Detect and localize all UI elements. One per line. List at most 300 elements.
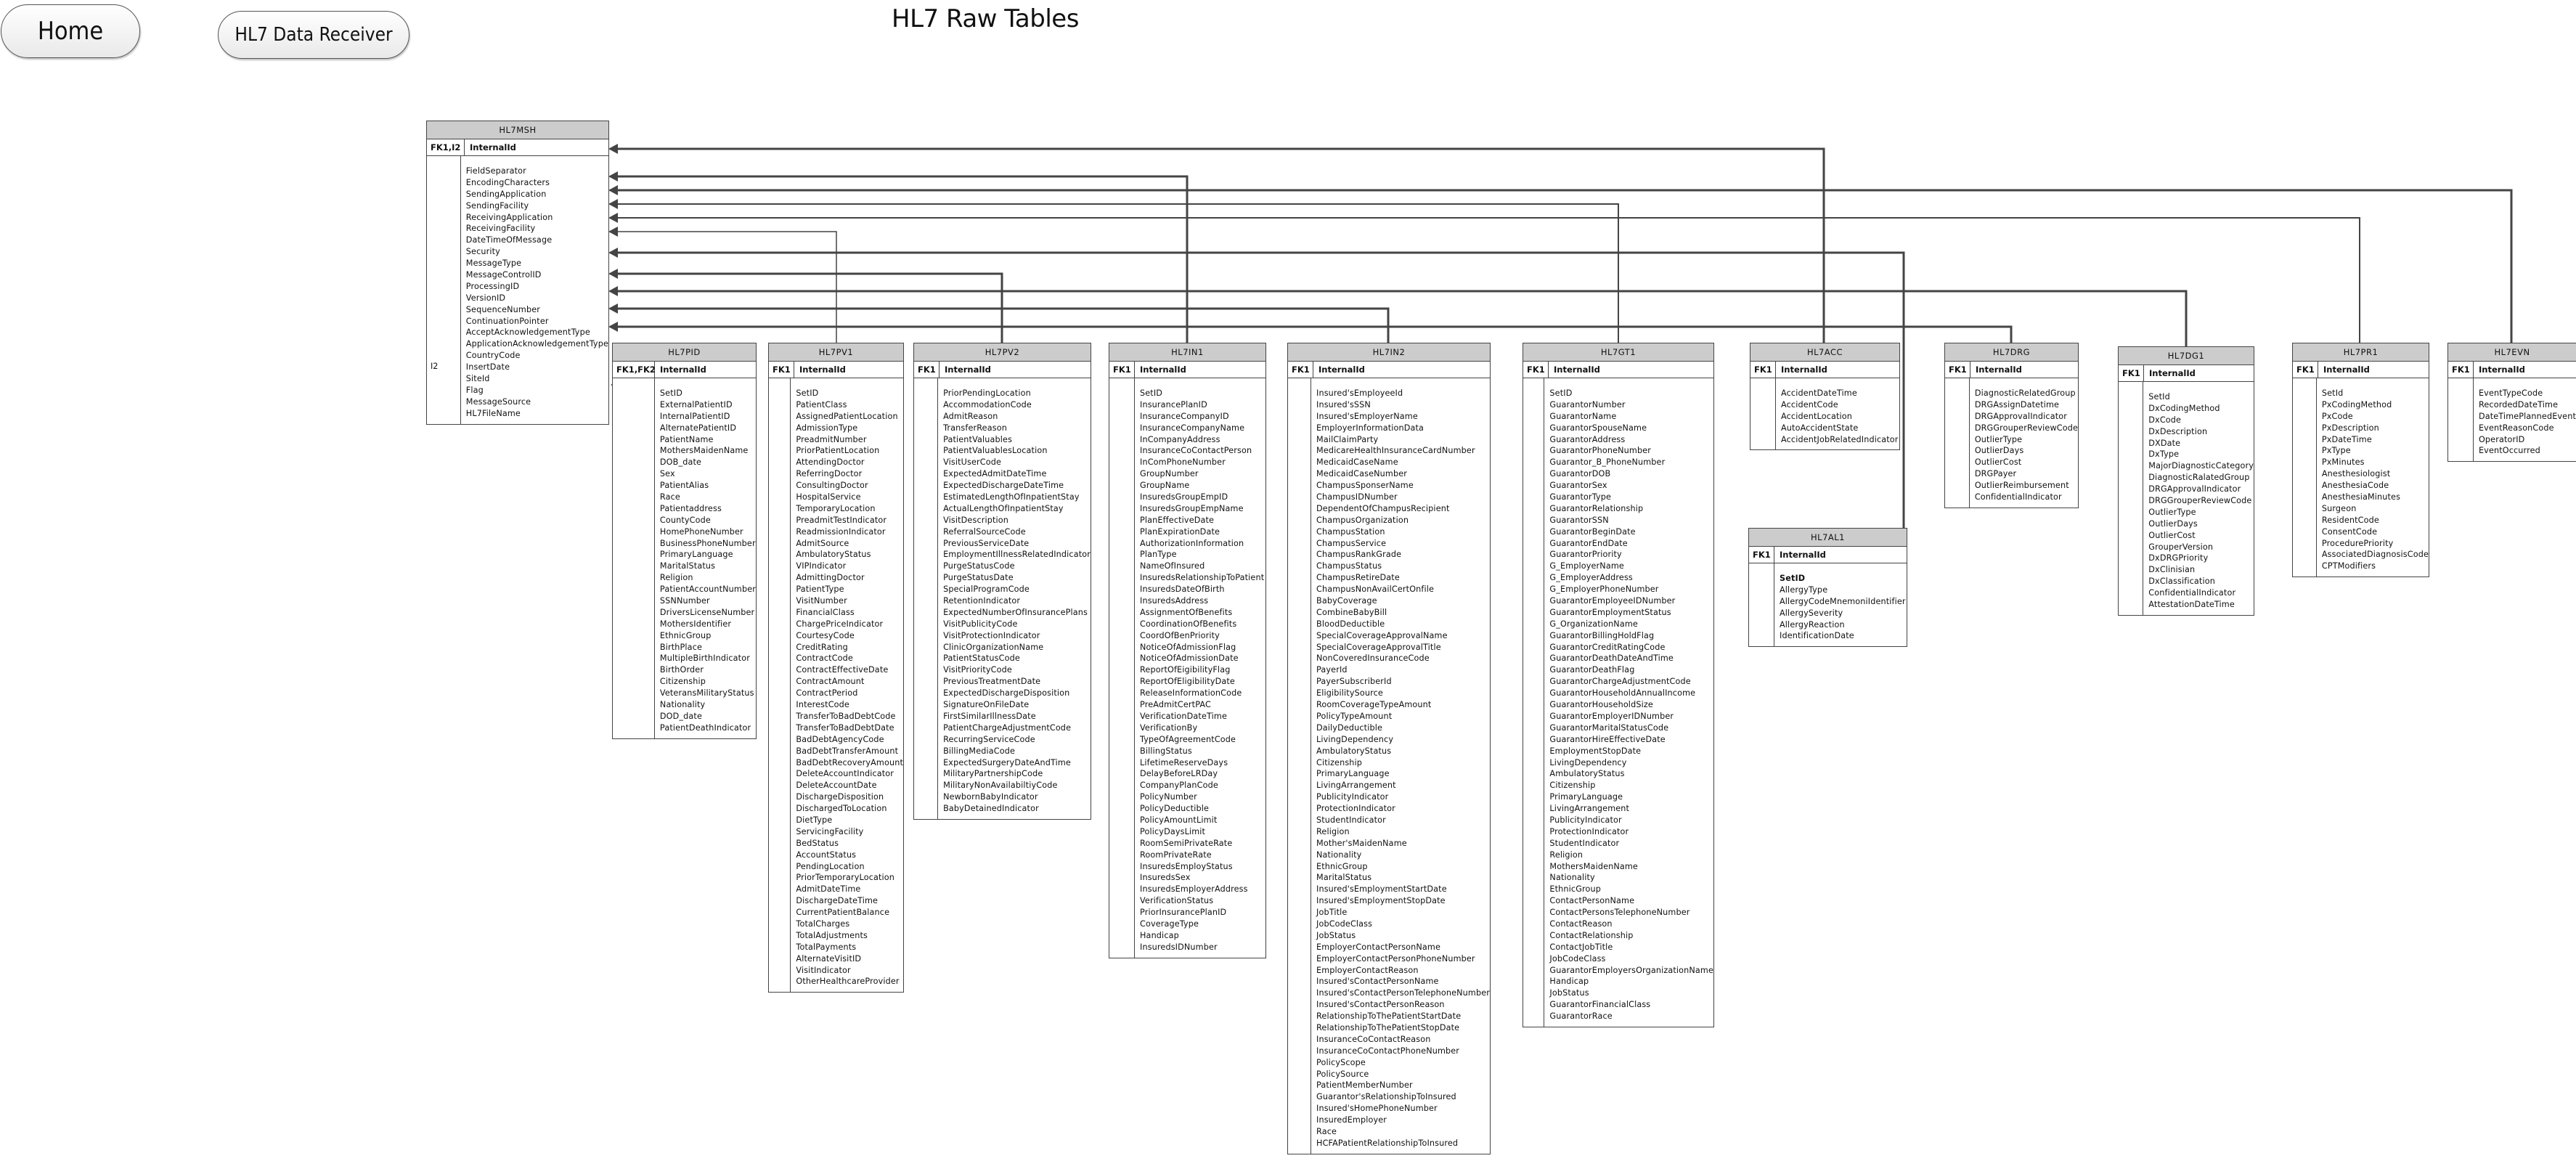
column-field: SetId xyxy=(2321,388,2344,398)
column-field: ReceivingFacility xyxy=(465,224,536,234)
column-field: OtherHealthcareProvider xyxy=(796,977,900,987)
column-field: GuarantorPriority xyxy=(1549,550,1622,560)
primary-key-name: InternalId xyxy=(945,364,991,375)
column-field: NewbornBabyIndicator xyxy=(943,792,1038,802)
key-annotation: FK1 xyxy=(1288,362,1313,378)
column-field: AccidentCode xyxy=(1781,399,1838,410)
column-field: AttestationDateTime xyxy=(2148,600,2235,610)
column-field: Citizenship xyxy=(1549,781,1596,791)
column-field: GuarantorType xyxy=(1549,492,1612,502)
column-field: HomePhoneNumber xyxy=(659,526,743,537)
column-field: G_EmployerName xyxy=(1549,561,1624,571)
column-field: LivingArrangement xyxy=(1549,804,1630,814)
table-title: HL7DRG xyxy=(1945,343,2078,362)
column-field: ReceivingApplication xyxy=(465,212,553,222)
column-field: ResidentCode xyxy=(2321,515,2379,525)
column-field: MedicaidCaseName xyxy=(1316,457,1398,468)
column-field: MaritalStatus xyxy=(659,561,716,571)
column-field: ReferralSourceCode xyxy=(943,526,1026,537)
column-field: StudentIndicator xyxy=(1549,838,1620,848)
column-field: ReportOfEigibilityFlag xyxy=(1140,665,1231,675)
column-field: Patientaddress xyxy=(659,503,722,513)
column-field: G_OrganizationName xyxy=(1549,619,1638,629)
key-annotation: FK1,FK2 xyxy=(613,362,655,378)
key-column xyxy=(2293,378,2317,577)
arrowhead-icon xyxy=(608,248,618,258)
column-field: AuthorizationInformation xyxy=(1140,538,1244,548)
column-field: ChampusOrganization xyxy=(1316,515,1409,525)
column-field: DRGApprovalIndicator xyxy=(1974,411,2067,421)
column-field: AdmissionType xyxy=(796,423,858,433)
table-drg[interactable] xyxy=(1944,343,2079,508)
column-field: ChampusStation xyxy=(1316,526,1385,537)
table-in1[interactable] xyxy=(1109,343,1266,958)
hl7-data-receiver-button[interactable]: HL7 Data Receiver xyxy=(218,11,409,59)
column-field: MothersIdentifier xyxy=(659,619,732,629)
column-field: PatientName xyxy=(659,434,714,444)
column-field: ContactPersonsTelephoneNumber xyxy=(1549,908,1690,918)
column-field: EmployerContactPersonPhoneNumber xyxy=(1316,953,1475,964)
column-field: HCFAPatientRelationshipToInsured xyxy=(1316,1138,1459,1148)
column-field: ExternalPatientID xyxy=(659,399,733,410)
table-msh[interactable] xyxy=(426,121,609,425)
column-field: PurgeStatusDate xyxy=(943,573,1014,583)
column-field: InsuranceCoContactPhoneNumber xyxy=(1316,1046,1460,1056)
column-field: GuarantorEmployeeIDNumber xyxy=(1549,596,1676,606)
column-field: PxCodingMethod xyxy=(2321,399,2392,410)
column-field: PreadmitNumber xyxy=(796,434,867,444)
column-field: FirstSimilarIllnessDate xyxy=(943,711,1036,721)
primary-key-name: InternalId xyxy=(1976,364,2022,375)
column-field: DRGPayer xyxy=(1974,469,2017,479)
column-field: AmbulatoryStatus xyxy=(1549,769,1625,779)
index-tag: I2 xyxy=(431,362,439,372)
column-field: VisitNumber xyxy=(796,596,847,606)
column-list xyxy=(1311,378,1490,1154)
column-field: PatientType xyxy=(796,584,844,595)
column-field: BadDebtRecoveryAmount xyxy=(796,757,903,767)
primary-key-row xyxy=(1109,362,1265,378)
column-field: DeleteAccountDate xyxy=(796,781,877,791)
column-field: DRGApprovalIndicator xyxy=(2148,484,2241,494)
column-field: PxDateTime xyxy=(2321,434,2372,444)
column-field: Flag xyxy=(465,385,484,395)
table-title: HL7ACC xyxy=(1750,343,1899,362)
column-field: GuarantorEndDate xyxy=(1549,538,1628,548)
column-field: InsuranceCoContactPerson xyxy=(1140,446,1252,456)
column-field: JobStatus xyxy=(1316,930,1356,940)
column-field: MajorDiagnosticCategory xyxy=(2148,461,2254,471)
primary-key-row xyxy=(613,362,756,378)
column-field: AssignedPatientLocation xyxy=(796,411,898,421)
table-in2[interactable] xyxy=(1287,343,1491,1154)
column-field: InsuredsSex xyxy=(1140,873,1191,883)
column-field: VisitPublicityCode xyxy=(943,619,1018,629)
key-annotation: FK1 xyxy=(2293,362,2318,378)
table-title: HL7PID xyxy=(613,343,756,362)
column-field: ConfidentialIndicator xyxy=(1974,492,2062,502)
primary-key-name: InternalId xyxy=(1554,364,1600,375)
column-field: DOD_date xyxy=(659,711,702,721)
column-field: InsuredsGroupEmpName xyxy=(1140,503,1244,513)
key-annotation: FK1 xyxy=(1109,362,1135,378)
column-field: CombineBabyBill xyxy=(1316,607,1387,617)
arrowhead-icon xyxy=(608,286,618,296)
column-field: CPTModifiers xyxy=(2321,561,2376,571)
column-field: EthnicGroup xyxy=(1316,861,1368,871)
column-field: JobCodeClass xyxy=(1316,918,1373,929)
fk-connector-drg xyxy=(608,322,2011,343)
column-field: DietType xyxy=(796,815,833,825)
primary-key-name: InternalId xyxy=(2149,368,2196,378)
column-field: MothersMaidenName xyxy=(659,446,749,456)
table-dg1[interactable] xyxy=(2118,346,2254,616)
column-field: VeteransMilitaryStatus xyxy=(659,688,754,698)
column-field: SetID xyxy=(1140,388,1163,398)
column-field: ProtectionIndicator xyxy=(1549,826,1629,836)
column-field: TemporaryLocation xyxy=(796,503,876,513)
column-field: EstimatedLengthOfInpatientStay xyxy=(943,492,1080,502)
column-field: Insured'sEmployeeId xyxy=(1316,388,1403,398)
column-field: InsuredsRelationshipToPatient xyxy=(1140,573,1265,583)
column-field: GuarantorMaritalStatusCode xyxy=(1549,722,1669,733)
arrowhead-icon xyxy=(608,185,618,195)
column-field: ChargePriceIndicator xyxy=(796,619,884,629)
column-field: VersionID xyxy=(465,293,506,303)
key-column xyxy=(914,378,938,819)
column-field: SendingFacility xyxy=(465,200,529,211)
column-field: TypeOfAgreementCode xyxy=(1140,734,1236,744)
column-field: PolicySource xyxy=(1316,1069,1369,1079)
column-field: InsuredsIDNumber xyxy=(1140,942,1218,952)
column-field: CreditRating xyxy=(796,642,848,652)
column-field: VerificationDateTime xyxy=(1140,711,1227,721)
column-field: ActualLengthOfInpatientStay xyxy=(943,503,1064,513)
column-field: PatientValuables xyxy=(943,434,1013,444)
column-field: DriversLicenseNumber xyxy=(659,607,755,617)
column-field: GuarantorEmployersOrganizationName xyxy=(1549,965,1713,975)
column-field: PatientChargeAdjustmentCode xyxy=(943,722,1072,733)
column-field: PublicityIndicator xyxy=(1549,815,1622,825)
column-field: GuarantorEmploymentStatus xyxy=(1549,607,1671,617)
column-field: BabyDetainedIndicator xyxy=(943,804,1039,814)
column-field: PriorInsurancePlanID xyxy=(1140,908,1227,918)
column-field: Religion xyxy=(1549,850,1583,860)
column-field: PolicyTypeAmount xyxy=(1316,711,1393,721)
column-field: GrouperVersion xyxy=(2148,542,2214,552)
table-title: HL7MSH xyxy=(427,121,608,139)
column-field: HospitalService xyxy=(796,492,861,502)
column-field: ConsentCode xyxy=(2321,526,2378,537)
fk-connector-gt1 xyxy=(608,199,1618,343)
column-field: IdentificationDate xyxy=(1780,631,1854,641)
key-column xyxy=(427,156,461,424)
table-pid[interactable] xyxy=(612,343,757,739)
column-list xyxy=(791,378,903,992)
column-field: InsurancePlanID xyxy=(1140,399,1207,410)
column-field: ChampusService xyxy=(1316,538,1387,548)
column-field: DOB_date xyxy=(659,457,702,468)
column-field: AlternateVisitID xyxy=(796,953,862,964)
column-field: ProtectionIndicator xyxy=(1316,804,1395,814)
column-field: SpecialProgramCode xyxy=(943,584,1030,595)
column-field: RoomCoverageTypeAmount xyxy=(1316,700,1432,710)
column-field: VisitUserCode xyxy=(943,457,1002,468)
home-button[interactable]: Home xyxy=(1,4,140,58)
column-field: PolicyNumber xyxy=(1140,792,1197,802)
column-field: DischargeDateTime xyxy=(796,896,879,906)
column-field: DxDescription xyxy=(2148,426,2208,436)
column-field: MedicareHealthInsuranceCardNumber xyxy=(1316,446,1475,456)
column-field: ExpectedDischargeDisposition xyxy=(943,688,1070,698)
column-field: ProcedurePriority xyxy=(2321,538,2394,548)
table-pv2[interactable] xyxy=(913,343,1091,820)
column-field: InsuredsAddress xyxy=(1140,596,1209,606)
table-al1[interactable] xyxy=(1748,528,1907,647)
column-field: EncodingCharacters xyxy=(465,177,550,187)
column-field: Guarantor_B_PhoneNumber xyxy=(1549,457,1666,468)
arrowhead-icon xyxy=(608,199,618,209)
column-field: EventReasonCode xyxy=(2478,423,2554,433)
column-field: GuarantorPhoneNumber xyxy=(1549,446,1652,456)
column-field: InsuredsEmployerAddress xyxy=(1140,884,1248,895)
primary-key-row xyxy=(1750,362,1899,378)
column-field: AlternatePatientID xyxy=(659,423,737,433)
column-field: CompanyPlanCode xyxy=(1140,781,1218,791)
column-field: ContactRelationship xyxy=(1549,930,1634,940)
column-field: CountryCode xyxy=(465,351,521,361)
column-field: InsuranceCompanyID xyxy=(1140,411,1229,421)
column-field: InternalPatientID xyxy=(659,411,730,421)
key-annotation: FK1 xyxy=(1750,362,1776,378)
column-field: PayerId xyxy=(1316,665,1348,675)
column-field: TotalAdjustments xyxy=(796,930,868,940)
column-field: ReadmissionIndicator xyxy=(796,526,886,537)
column-field: TotalCharges xyxy=(796,918,850,929)
column-list xyxy=(461,156,608,424)
column-field: InsuredsDateOfBirth xyxy=(1140,584,1225,595)
column-field: AnesthesiaMinutes xyxy=(2321,492,2401,502)
primary-key-name: InternalId xyxy=(799,364,846,375)
column-field: BusinessPhoneNumber xyxy=(659,538,756,548)
column-field: LivingArrangement xyxy=(1316,781,1396,791)
column-field: InsuranceCompanyName xyxy=(1140,423,1245,433)
column-field: ChampusRankGrade xyxy=(1316,550,1402,560)
primary-key-row xyxy=(1288,362,1490,378)
column-field: GuarantorNumber xyxy=(1549,399,1626,410)
column-field: SetID xyxy=(796,388,819,398)
table-gt1[interactable] xyxy=(1523,343,1714,1027)
column-field: PxType xyxy=(2321,446,2351,456)
column-field: AccommodationCode xyxy=(943,399,1032,410)
table-evn[interactable] xyxy=(2447,343,2576,462)
column-field: ChampusStatus xyxy=(1316,561,1382,571)
table-pr1[interactable] xyxy=(2292,343,2429,577)
key-annotation: FK1 xyxy=(914,362,939,378)
column-field: LivingDependency xyxy=(1316,734,1394,744)
column-field: AccidentLocation xyxy=(1781,411,1853,421)
column-field: SequenceNumber xyxy=(465,304,541,314)
primary-key-name: InternalId xyxy=(2479,364,2525,375)
column-field: VerificationBy xyxy=(1140,722,1198,733)
column-field: GuarantorSpouseName xyxy=(1549,423,1647,433)
column-list xyxy=(655,378,756,738)
column-field: MessageControlID xyxy=(465,270,542,280)
column-field: InComPhoneNumber xyxy=(1140,457,1226,468)
column-field: PatientStatusCode xyxy=(943,653,1020,664)
column-field: OutlierType xyxy=(2148,507,2196,517)
table-title: HL7PR1 xyxy=(2293,343,2429,362)
column-field: ContactPersonName xyxy=(1549,896,1635,906)
column-field: BedStatus xyxy=(796,838,839,848)
key-annotation: FK1 xyxy=(1749,547,1774,563)
column-field: TransferToBadDebtCode xyxy=(796,711,896,721)
column-field: PxDescription xyxy=(2321,423,2379,433)
column-field: BabyCoverage xyxy=(1316,596,1377,606)
column-field: PolicyAmountLimit xyxy=(1140,815,1218,825)
column-field: PatientAlias xyxy=(659,481,709,491)
column-field: AcceptAcknowledgementType xyxy=(465,327,590,338)
column-field: RecurringServiceCode xyxy=(943,734,1035,744)
column-field: PlanEffectiveDate xyxy=(1140,515,1215,525)
column-field: Religion xyxy=(659,573,693,583)
column-field: GuarantorCreditRatingCode xyxy=(1549,642,1666,652)
column-field: AllergySeverity xyxy=(1780,608,1843,618)
primary-key-name: InternalId xyxy=(470,142,516,152)
column-field: NonCoveredInsuranceCode xyxy=(1316,653,1430,664)
column-field: GuarantorHouseholdAnnualIncome xyxy=(1549,688,1696,698)
column-field: Insured'sContactPersonTelephoneNumber xyxy=(1316,988,1490,998)
fk-connector-evn xyxy=(608,185,2511,343)
column-field: DateTimeOfMessage xyxy=(465,235,553,245)
column-field: OutlierDays xyxy=(2148,518,2198,529)
fk-connector-pv2 xyxy=(608,269,1002,343)
key-annotation: FK1 xyxy=(1945,362,1970,378)
column-field: PayerSubscriberId xyxy=(1316,677,1392,687)
key-column xyxy=(613,378,655,738)
arrowhead-icon xyxy=(608,213,618,223)
column-field: Citizenship xyxy=(1316,757,1363,767)
column-field: VisitProtectionIndicator xyxy=(943,630,1040,640)
column-field: GuarantorSSN xyxy=(1549,515,1609,525)
column-field: G_EmployerPhoneNumber xyxy=(1549,584,1659,595)
column-field: CourtesyCode xyxy=(796,630,855,640)
primary-key-name: InternalId xyxy=(1780,550,1826,560)
column-field: GuarantorHireEffectiveDate xyxy=(1549,734,1666,744)
column-field: PolicyDaysLimit xyxy=(1140,826,1206,836)
column-field: PublicityIndicator xyxy=(1316,792,1389,802)
fk-connector-dg1 xyxy=(608,286,2186,346)
key-annotation: FK1 xyxy=(2119,365,2144,381)
column-list xyxy=(2317,378,2429,577)
column-field: PreviousTreatmentDate xyxy=(943,677,1041,687)
column-field: EmployerContactPersonName xyxy=(1316,942,1441,952)
column-field: DRGGrouperReviewCode xyxy=(1974,423,2078,433)
column-field: DailyDeductible xyxy=(1316,722,1383,733)
column-field: EligibilitySource xyxy=(1316,688,1383,698)
column-field: BadDebtAgencyCode xyxy=(796,734,884,744)
fk-connector-pr1 xyxy=(608,213,2360,343)
column-field: MilitaryPartnershipCode xyxy=(943,769,1043,779)
column-field: SpecialCoverageApprovalName xyxy=(1316,630,1448,640)
column-field: GuarantorEmployerIDNumber xyxy=(1549,711,1674,721)
column-field: PriorPendingLocation xyxy=(943,388,1031,398)
column-field: Citizenship xyxy=(659,677,706,687)
column-field: StudentIndicator xyxy=(1316,815,1386,825)
column-field: ContractCode xyxy=(796,653,853,664)
column-field: EmployerContactReason xyxy=(1316,965,1419,975)
column-list xyxy=(1544,378,1713,1027)
column-field: BloodDeductible xyxy=(1316,619,1385,629)
column-field: Insured'sEmployerName xyxy=(1316,411,1418,421)
column-field: NoticeOfAdmissionDate xyxy=(1140,653,1239,664)
column-list xyxy=(2474,378,2576,461)
column-field: AllergyCodeMnemoniIdentifier xyxy=(1780,596,1906,606)
column-field: Security xyxy=(465,247,500,257)
column-field: LifetimeReserveDays xyxy=(1140,757,1228,767)
primary-key-row xyxy=(2293,362,2429,378)
column-field: DiagnosticRelatedGroup xyxy=(1974,388,2076,398)
arrowhead-icon xyxy=(608,171,618,182)
column-field: GuarantorDeathDateAndTime xyxy=(1549,653,1674,664)
table-acc[interactable] xyxy=(1750,343,1900,450)
column-field: PreAdmitCertPAC xyxy=(1140,700,1211,710)
primary-key-row xyxy=(427,139,608,156)
column-field: AssociatedDiagnosisCode xyxy=(2321,550,2429,560)
column-field: AttendingDoctor xyxy=(796,457,865,468)
arrowhead-icon xyxy=(608,269,618,279)
column-field: GuarantorRace xyxy=(1549,1011,1613,1022)
column-field: PatientValuablesLocation xyxy=(943,446,1048,456)
column-list xyxy=(1776,378,1899,449)
column-field: ContractEffectiveDate xyxy=(796,665,889,675)
column-field: JobTitle xyxy=(1316,908,1348,918)
table-pv1[interactable] xyxy=(768,343,904,993)
column-field: PatientDeathIndicator xyxy=(659,722,751,733)
column-field: Insured'sContactPersonName xyxy=(1316,977,1439,987)
column-field: PatientMemberNumber xyxy=(1316,1080,1413,1091)
column-list xyxy=(938,378,1091,819)
column-field: ContractAmount xyxy=(796,677,865,687)
fk-connector-in2 xyxy=(608,304,1388,343)
column-field: PlanExpirationDate xyxy=(1140,526,1220,537)
column-field: DelayBeforeLRDay xyxy=(1140,769,1218,779)
key-column xyxy=(769,378,791,992)
column-field: OutlierType xyxy=(1974,434,2023,444)
column-field: PreadmitTestIndicator xyxy=(796,515,887,525)
column-field: InsuredEmployer xyxy=(1316,1115,1387,1125)
primary-key-row xyxy=(1749,547,1907,563)
column-field: HL7FileName xyxy=(465,408,521,418)
column-field: GuarantorHouseholdSize xyxy=(1549,700,1653,710)
column-field: VisitPriorityCode xyxy=(943,665,1012,675)
column-field: PendingLocation xyxy=(796,861,865,871)
column-field: VisitIndicator xyxy=(796,965,851,975)
column-field: ChampusIDNumber xyxy=(1316,492,1398,502)
column-field: InsuredsEmployStatus xyxy=(1140,861,1233,871)
column-field: AnesthesiaCode xyxy=(2321,481,2389,491)
column-field: GuarantorFinancialClass xyxy=(1549,1000,1651,1010)
column-field: PriorTemporaryLocation xyxy=(796,873,895,883)
column-field: PxMinutes xyxy=(2321,457,2365,468)
column-field: PxCode xyxy=(2321,411,2353,421)
column-list xyxy=(1135,378,1264,958)
column-field: ExpectedNumberOfInsurancePlans xyxy=(943,607,1088,617)
fk-connector-in1 xyxy=(608,171,1187,343)
column-field: RetentionIndicator xyxy=(943,596,1021,606)
primary-key-row xyxy=(1523,362,1713,378)
column-field: PlanType xyxy=(1140,550,1177,560)
